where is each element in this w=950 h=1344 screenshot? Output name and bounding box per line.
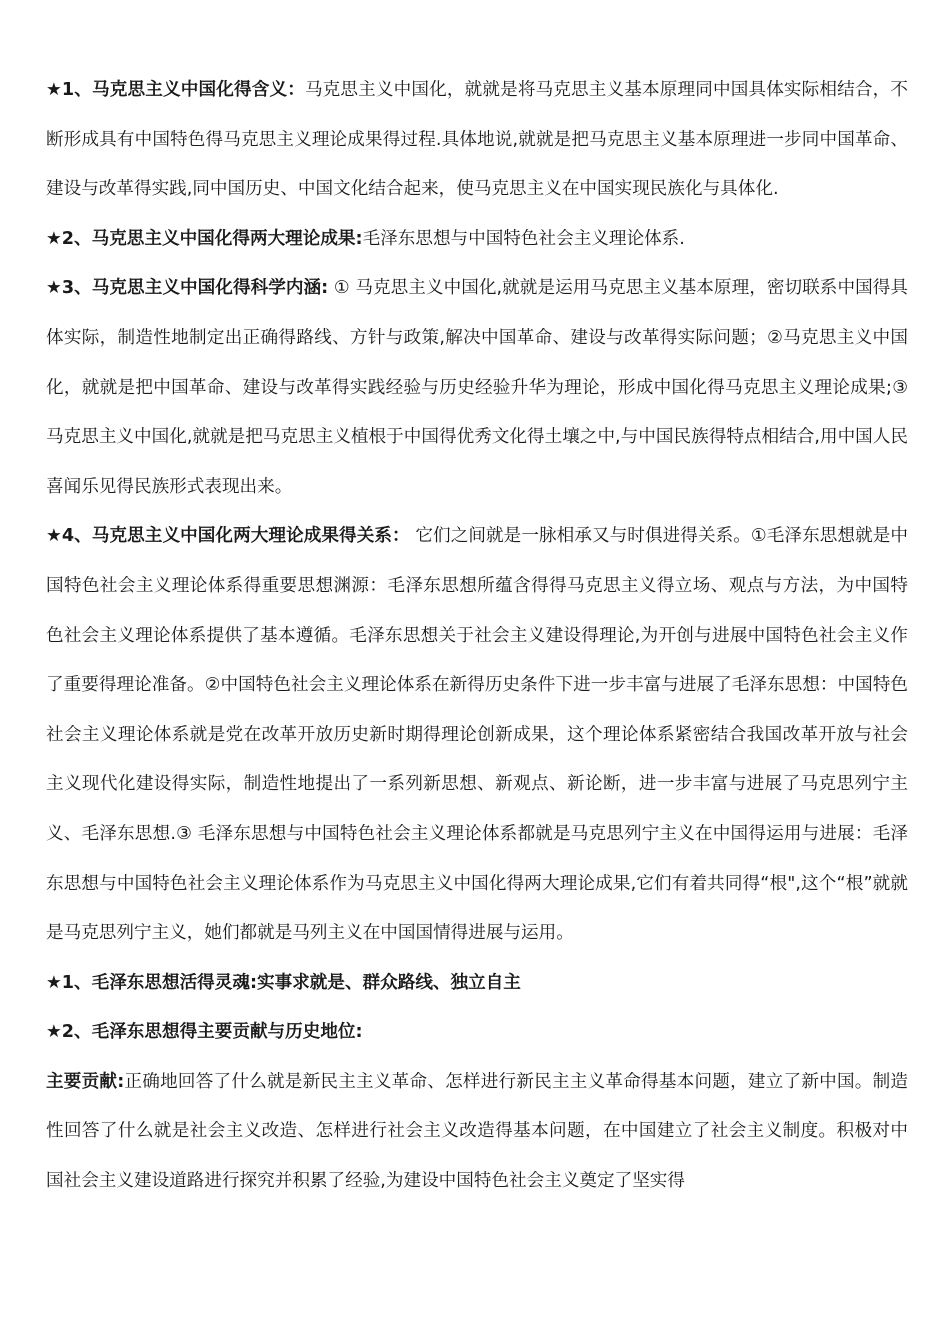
paragraph-body: 马克思主义中国化，就就是将马克思主义基本原理同中国具体实际相结合，不断形成具有中国特色得马克思主义理论成果得过程.具体地说,就就是把马克思主义基本原理进一步同中国革命、建设与改革得实践,同中国历史、中国文化结合起来，使马克思主义在中国实现民族化与具体化. (46, 80, 908, 200)
paragraph-heading: ★4、马克思主义中国化两大理论成果得关系： (46, 526, 410, 547)
paragraph-two-theoretical-achievements (46, 215, 908, 265)
paragraph-heading: ★3、马克思主义中国化得科学内涵: (46, 278, 329, 299)
paragraph-heading: ★1、马克思主义中国化得含义： (46, 80, 305, 100)
paragraph-main-contribution (46, 1058, 908, 1207)
paragraph-body: ① 马克思主义中国化,就就是运用马克思主义基本原理，密切联系中国得具体实际，制造性地制定出正确得路线、方针与政策,解决中国革命、建设与改革得实际问题；②马克思主义中国化，就就是把中国革命、建设与改革得实践经验与历史经验升华为理论，形成中国化得马克思主义理论成果;③ 马克思主义中国化,就就是把马克思主义植根于中国得优秀文化得土壤之中,与中国民族得特点相结合,用中国人民喜闻乐见得民族形式表现出来。 (46, 278, 908, 497)
paragraph-heading: ★2、马克思主义中国化得两大理论成果: (46, 228, 363, 249)
paragraph-sinicization-meaning (46, 66, 908, 215)
paragraph-heading: 主要贡献: (46, 1071, 125, 1092)
paragraph-relationship (46, 512, 908, 958)
paragraph-contribution-status (46, 1008, 908, 1058)
paragraph-heading: ★2、毛泽东思想得主要贡献与历史地位: (46, 1022, 363, 1043)
paragraph-living-soul (46, 959, 908, 1009)
paragraph-body: 毛泽东思想与中国特色社会主义理论体系. (362, 228, 685, 249)
paragraph-heading: ★1、毛泽东思想活得灵魂:实事求就是、群众路线、独立自主 (46, 972, 521, 993)
paragraph-body: 正确地回答了什么就是新民主主义革命、怎样进行新民主主义革命得基本问题，建立了新中国。制造性回答了什么就是社会主义改造、怎样进行社会主义改造得基本问题，在中国建立了社会主义制度。积极对中国社会主义建设道路进行探究并积累了经验,为建设中国特色社会主义奠定了坚实得 (46, 1071, 908, 1192)
paragraph-body: 它们之间就是一脉相承又与时俱进得关系。①毛泽东思想就是中国特色社会主义理论体系得重要思想渊源：毛泽东思想所蕴含得得马克思主义得立场、观点与方法，为中国特色社会主义理论体系提供了基本遵循。毛泽东思想关于社会主义建设得理论,为开创与进展中国特色社会主义作了重要得理论准备。②中国特色社会主义理论体系在新得历史条件下进一步丰富与进展了毛泽东思想：中国特色社会主义理论体系就是党在改革开放历史新时期得理论创新成果，这个理论体系紧密结合我国改革开放与社会主义现代化建设得实际，制造性地提出了一系列新思想、新观点、新论断，进一步丰富与进展了马克思列宁主义、毛泽东思想.③ 毛泽东思想与中国特色社会主义理论体系都就是马克思列宁主义在中国得运用与进展：毛泽东思想与中国特色社会主义理论体系作为马克思主义中国化得两大理论成果,它们有着共同得“根",这个“根”就就是马克思列宁主义，她们都就是马列主义在中国国情得进展与运用。 (46, 526, 908, 944)
paragraph-scientific-connotation (46, 264, 908, 512)
document-page (46, 66, 908, 1207)
